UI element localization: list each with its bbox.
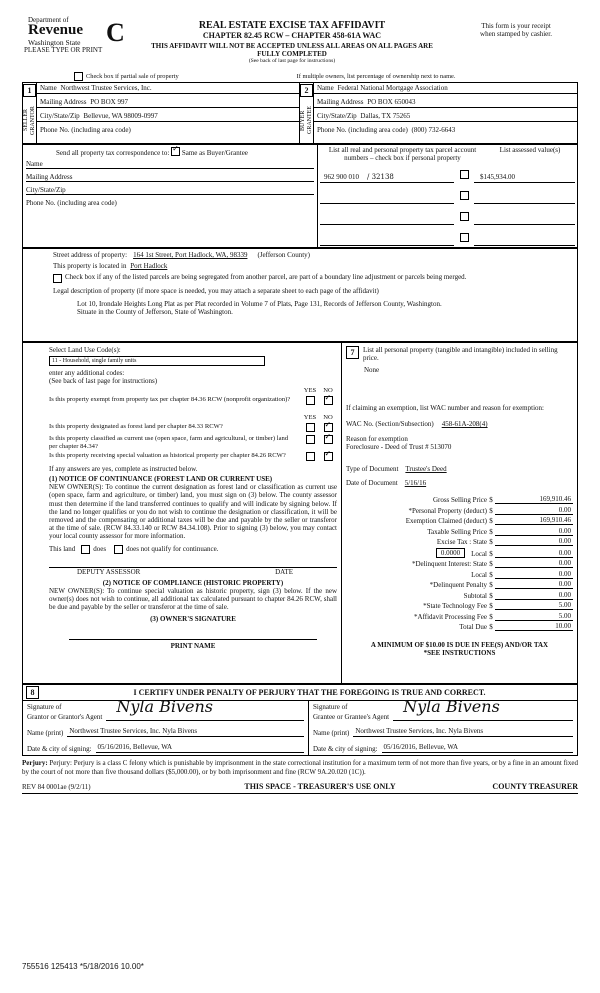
- buyer-city-row: [314, 111, 577, 122]
- corr-phone-value[interactable]: [117, 199, 121, 207]
- seller-city-row: [37, 111, 299, 122]
- buyer-phone-row: [314, 125, 577, 135]
- same-as-buyer-checkbox[interactable]: [171, 147, 180, 156]
- certification-table: [22, 684, 578, 756]
- owner-signature-title: (3) OWNER'S SIGNATURE: [150, 615, 236, 624]
- amount-label: Exemption Claimed (deduct): [405, 517, 487, 526]
- yesno-header-1: [49, 387, 337, 394]
- segregate-label: Check box if any of the listed parcels are being segregated from another parcel, are part of a boundary line adjustment or parcels being merged.: [65, 273, 467, 281]
- doc-type-row: [346, 465, 573, 473]
- amount-row: [346, 591, 573, 600]
- deputy-assessor-label: DEPUTY ASSESSOR: [77, 567, 141, 576]
- print-name-label: PRINT NAME: [170, 642, 216, 651]
- page-title: REAL ESTATE EXCISE TAX AFFIDAVIT: [198, 20, 386, 31]
- buyer-phone-value[interactable]: (800) 732-6643: [411, 126, 456, 134]
- landuse-question-text: Is this property exempt from property tax per chapter 84.36 RCW (nonprofit organization)?: [49, 396, 291, 403]
- parcel-row: [320, 228, 575, 246]
- yes-label-1: YES: [303, 387, 317, 394]
- property-table: [22, 248, 578, 342]
- grantor-name-value[interactable]: Northwest Trustee Services, Inc. Nyla Bivens: [69, 727, 198, 736]
- corr-name-row: [26, 160, 314, 169]
- amount-rows: [346, 495, 573, 631]
- question-no-checkbox[interactable]: [324, 452, 333, 461]
- yes-label-2: YES: [303, 414, 317, 421]
- question-yes-checkbox[interactable]: [306, 396, 315, 405]
- grantee-date-value[interactable]: 05/16/2016, Bellevue, WA: [383, 743, 459, 752]
- amount-label: *Delinquent Penalty: [429, 581, 487, 590]
- assessed-header: List assessed value(s): [499, 146, 561, 154]
- amount-row: [346, 612, 573, 621]
- amount-row: [346, 570, 573, 579]
- send-correspondence-label: Send all property tax correspondence to:: [56, 149, 170, 157]
- local-rate-field[interactable]: 0.0000: [436, 548, 465, 558]
- amount-value[interactable]: 169,910.46: [495, 495, 573, 504]
- doc-date-value[interactable]: 5/16/16: [404, 479, 427, 488]
- receipt-line2: when stamped by cashier.: [480, 30, 552, 38]
- amount-label: Excise Tax : State: [436, 538, 487, 547]
- doc-type-label: Type of Document: [346, 465, 399, 474]
- grantor-sig-label2: Grantor or Grantor's Agent: [27, 713, 103, 722]
- parcel-number[interactable]: [320, 194, 454, 204]
- question-yes-cell: [301, 435, 319, 445]
- doc-date-row: [346, 479, 573, 487]
- landuse-question-row: [49, 396, 337, 406]
- question-yes-cell: [301, 423, 319, 433]
- parcel-row: [320, 165, 575, 183]
- see-back-note: (See back of last page for instructions): [248, 58, 336, 64]
- does-label: does: [93, 545, 107, 554]
- assessed-value[interactable]: [474, 194, 575, 204]
- grantee-sig-label2: Grantee or Grantee's Agent: [313, 713, 390, 722]
- parcel-header-line1: List all real and personal property tax parcel account: [328, 146, 477, 154]
- seller-phone-label: Phone No. (including area code): [40, 126, 131, 134]
- dollar-sign: $: [489, 623, 493, 632]
- parcel-number[interactable]: 962 900 010 / 32138: [320, 173, 454, 183]
- amount-label: Local: [471, 549, 487, 558]
- department-label: Department of: [28, 16, 69, 24]
- buyer-name-value[interactable]: Federal National Mortgage Association: [337, 84, 448, 92]
- amount-row: [346, 495, 573, 504]
- reason-value[interactable]: Foreclosure - Deed of Trust # 513070: [346, 443, 452, 452]
- perjury-note: Perjury: Perjury: Perjury is a class C felony which is punishable by imprisonment in the state correctional institution for a maximum term of not more than five years, or by a fine in an amount fixed by the court of not more than five thousand dollars ($5,000.00), or by both imprisonment and fine (RCW 9A.20.020 (1C)).: [22, 759, 578, 776]
- amount-row: [346, 559, 573, 568]
- county-note: (Jefferson County): [257, 251, 311, 259]
- perjury-text: Perjury: Perjury is a class C felony which is punishable by imprisonment in the state correctional institution for a maximum term of not more than five years, or by a fine in an amount fixed by the court of not more than five thousand dollars ($5,000.00), or by both imprisonment and fine (RCW 9A.20.020 (1C)).: [22, 759, 578, 776]
- buyer-mail-value[interactable]: PO BOX 650043: [367, 98, 416, 106]
- seller-grantor-label: SELLER GRANTOR: [22, 106, 36, 135]
- grantor-signature[interactable]: Nyla Bivens: [116, 697, 214, 717]
- seller-name-row: [37, 83, 299, 94]
- multi-owner-note: If multiple owners, list percentage of ownership next to name.: [296, 73, 456, 80]
- parcel-row: [320, 186, 575, 204]
- question-block-1: [49, 396, 337, 406]
- amount-value[interactable]: 0.00: [495, 580, 573, 589]
- dollar-sign: $: [489, 570, 493, 579]
- footer-row: [22, 782, 578, 791]
- seller-name-label: Name: [40, 84, 57, 92]
- question-no-checkbox[interactable]: [324, 423, 333, 432]
- partial-sale-row: [22, 72, 578, 81]
- personal-property-value[interactable]: None: [364, 365, 380, 374]
- corr-city-row: [26, 186, 314, 195]
- dollar-sign: $: [489, 602, 493, 611]
- landuse-see-back: (See back of last page for instructions): [49, 377, 158, 385]
- street-address-row: [53, 251, 573, 259]
- continuance-title: (1) NOTICE OF CONTINUANCE (FOREST LAND OR CURRENT USE): [49, 475, 273, 484]
- seller-mail-value[interactable]: PO BOX 997: [90, 98, 128, 106]
- receipt-line1: This form is your receipt: [481, 22, 551, 30]
- assessed-value[interactable]: [474, 215, 575, 225]
- seller-name-value[interactable]: Northwest Trustee Services, Inc.: [60, 84, 152, 92]
- section-2-number: 2: [300, 84, 313, 97]
- amount-label: *Personal Property (deduct): [408, 506, 487, 515]
- parcel-personal-cell: [454, 207, 474, 225]
- amount-value[interactable]: 0.00: [495, 527, 573, 536]
- dollar-sign: $: [489, 496, 493, 505]
- grantor-date-label: Date & city of signing:: [27, 745, 92, 754]
- amount-label: *Affidavit Processing Fee: [414, 612, 487, 621]
- type-print-label: PLEASE TYPE OR PRINT: [24, 46, 103, 54]
- send-correspondence-row: [56, 147, 314, 157]
- buyer-name-row: [314, 83, 577, 94]
- amount-row: [346, 516, 573, 525]
- corr-mail-label: Mailing Address: [26, 173, 73, 181]
- revenue-logo-text: Revenue: [28, 22, 83, 38]
- does-not-qualify-checkbox[interactable]: [114, 545, 123, 554]
- buyer-name-label: Name: [317, 84, 334, 92]
- exemption-label: If claiming an exemption, list WAC number and reason for exemption:: [346, 403, 544, 412]
- if-any-yes-note: If any answers are yes, complete as instructed below.: [49, 465, 198, 474]
- treasurer-stamp: 755516 125413 *5/18/2016 10.00*: [22, 962, 144, 971]
- accept-note: THIS AFFIDAVIT WILL NOT BE ACCEPTED UNLESS ALL AREAS ON ALL PAGES ARE FULLY COMPLETED: [151, 42, 433, 58]
- this-land-label: This land: [49, 545, 76, 554]
- parties-table: [22, 82, 578, 144]
- amount-value[interactable]: 0.00: [495, 537, 573, 546]
- parcel-number[interactable]: [320, 236, 454, 246]
- grantor-sig-label1: Signature of: [27, 703, 62, 712]
- section-8-number: 8: [26, 686, 39, 699]
- rev-number: REV 84 0001ae (9/2/11): [22, 783, 91, 792]
- landuse-question-text: Is this property designated as forest land per chapter 84.33 RCW?: [49, 423, 223, 430]
- corr-city-label: City/State/Zip: [26, 186, 66, 194]
- form-header: [22, 14, 578, 72]
- doc-type-value[interactable]: Trustee's Deed: [405, 465, 447, 474]
- amount-label: Gross Selling Price: [432, 496, 487, 505]
- amount-row: [346, 527, 573, 536]
- question-no-cell: [319, 435, 337, 445]
- corr-mail-row: [26, 173, 314, 182]
- see-instructions-note: *SEE INSTRUCTIONS: [423, 649, 496, 658]
- amount-row: [346, 548, 573, 558]
- receipt-note: [456, 22, 576, 38]
- assessed-value[interactable]: $145,934.00: [474, 173, 575, 183]
- assessor-sig-row: [49, 568, 337, 576]
- additional-codes-label: enter any additional codes:: [49, 369, 125, 377]
- amount-value[interactable]: 10.00: [495, 622, 573, 631]
- buyer-grantee-label: BUYER GRANTEE: [299, 106, 313, 135]
- amount-value[interactable]: 5.00: [495, 612, 573, 621]
- amount-label: Total Due: [459, 623, 487, 632]
- landuse-question-row: [49, 452, 337, 462]
- continuance-body: NEW OWNER(S): To continue the current designation as forest land or classification as current use (open space, farm and agriculture, or timber) land, you must sign on (3) below. The county assessor must then determine if the land transferred continues to qualify and will indicate by signing below. If the land no longer qualifies or you do not wish to continue the designation or classification, it will be removed and the compensating or additional taxes will be due and payable by the seller or transferor at the time of sale. (RCW 84.33.140 or RCW 84.34.108). Prior to signing (3) below, you may contact your local county assessor for more information.: [49, 483, 337, 541]
- section-7-number: 7: [346, 346, 359, 359]
- county-treasurer-label: COUNTY TREASURER: [492, 782, 578, 792]
- corr-name-label: Name: [26, 160, 43, 168]
- amount-value[interactable]: 0.00: [495, 591, 573, 600]
- amount-label: *Delinquent Interest: State: [411, 560, 487, 569]
- amount-label: *State Technology Fee: [423, 602, 487, 611]
- parcel-row: [320, 207, 575, 225]
- does-qualify-checkbox[interactable]: [81, 545, 90, 554]
- landuse-question-row: [49, 435, 337, 450]
- parcel-personal-cell: [454, 186, 474, 204]
- dollar-sign: $: [489, 527, 493, 536]
- seller-city-label: City/State/Zip: [40, 112, 80, 120]
- buyer-mail-row: [314, 97, 577, 108]
- legal-desc-line2: Situate in the County of Jefferson, State of Washington.: [77, 308, 233, 316]
- reason-label: Reason for exemption: [346, 435, 408, 444]
- question-no-cell: [319, 396, 337, 406]
- personal-property-checkbox[interactable]: [460, 191, 469, 200]
- question-yes-checkbox[interactable]: [306, 452, 315, 461]
- located-in-row: [53, 262, 573, 270]
- correspondence-table: [22, 144, 578, 248]
- dollar-sign: $: [489, 538, 493, 547]
- chapter-line: CHAPTER 82.45 RCW – CHAPTER 458-61A WAC: [202, 31, 382, 40]
- dollar-sign: $: [489, 612, 493, 621]
- landuse-question-text: Is this property classified as current use (open space, farm and agricultural, or timber) land per chapter 84.34?: [49, 435, 289, 450]
- seller-city-value[interactable]: Bellevue, WA 98009-0997: [83, 112, 158, 120]
- treasurer-space-label: THIS SPACE - TREASURER'S USE ONLY: [244, 782, 396, 792]
- located-in-value[interactable]: Port Hadlock: [130, 262, 168, 270]
- segregate-row: [53, 273, 573, 283]
- legal-desc-label: Legal description of property (if more space is needed, you may attach a separate sheet to each page of the affidavit): [53, 287, 379, 295]
- amount-row: [346, 580, 573, 589]
- parcel-header: [320, 146, 485, 162]
- amount-value[interactable]: 0.00: [495, 549, 573, 558]
- segregate-checkbox[interactable]: [53, 274, 62, 283]
- seller-phone-value[interactable]: [131, 126, 135, 134]
- does-not-label: does not qualify for continuance.: [126, 545, 219, 554]
- form-title-block: [142, 20, 442, 64]
- revenue-logo-icon: C: [106, 18, 125, 47]
- seller-phone-row: [37, 125, 299, 135]
- corr-city-value[interactable]: [66, 186, 70, 194]
- dollar-sign: $: [489, 581, 493, 590]
- landuse-question-row: [49, 423, 337, 433]
- corr-name-value[interactable]: [43, 160, 47, 168]
- buyer-phone-label: Phone No. (including area code): [317, 126, 408, 134]
- assessed-value[interactable]: [474, 236, 575, 246]
- buyer-city-value[interactable]: Dallas, TX 75265: [360, 112, 411, 120]
- dollar-sign: $: [489, 549, 493, 558]
- amount-value[interactable]: 0.00: [495, 506, 573, 515]
- corr-phone-label: Phone No. (including area code): [26, 199, 117, 207]
- washington-state-label: Washington State: [28, 38, 81, 47]
- wac-value[interactable]: 458-61A-208(4): [441, 420, 488, 429]
- dollar-sign: $: [489, 560, 493, 569]
- assessor-date-label: DATE: [275, 567, 293, 576]
- located-in-label: This property is located in: [53, 262, 127, 270]
- amount-value[interactable]: 0.00: [495, 559, 573, 568]
- parcel-personal-cell: [454, 228, 474, 246]
- no-label-1: NO: [323, 387, 333, 394]
- legal-desc-line1: Lot 10, Irondale Heights Long Plat as per Plat recorded in Volume 7 of Plats, Page 131, Records of Jefferson County, Washington.: [77, 300, 442, 308]
- certify-title: I CERTIFY UNDER PENALTY OF PERJURY THAT THE FOREGOING IS TRUE AND CORRECT.: [133, 688, 486, 698]
- compliance-title: (2) NOTICE OF COMPLIANCE (HISTORIC PROPERTY): [102, 578, 284, 587]
- amount-label: Taxable Selling Price: [427, 527, 487, 536]
- amount-row: [346, 622, 573, 631]
- personal-property-label: List all personal property (tangible and intangible) included in selling price.: [363, 346, 558, 363]
- wac-label: WAC No. (Section/Subsection): [346, 420, 434, 429]
- grantee-date-label: Date & city of signing:: [313, 745, 378, 754]
- buyer-mail-label: Mailing Address: [317, 98, 364, 106]
- dollar-sign: $: [489, 517, 493, 526]
- corr-mail-value[interactable]: [72, 173, 76, 181]
- partial-sale-checkbox[interactable]: [74, 72, 83, 81]
- amount-row: [346, 506, 573, 515]
- amount-value[interactable]: 0.00: [495, 570, 573, 579]
- question-yes-checkbox[interactable]: [306, 435, 315, 444]
- partial-sale-label: Check box if partial sale of property: [86, 73, 179, 80]
- amount-label: Subtotal: [463, 591, 487, 600]
- corr-phone-row: [26, 199, 314, 207]
- street-address-value[interactable]: 164 1st Street, Port Hadlock, WA, 98339: [133, 251, 248, 259]
- grantor-date-value[interactable]: 05/16/2016, Bellevue, WA: [97, 743, 173, 752]
- personal-property-block: [346, 346, 573, 363]
- compliance-body: NEW OWNER(S): To continue special valuation as historic property, sign (3) below. If the new owner(s) does not wish to continue, all additional tax calculated pursuant to chapter 84.26 RCW, shall be due and payable by the seller or transferor at the time of sale.: [49, 586, 337, 612]
- amount-row: [346, 601, 573, 610]
- minimum-due-note: A MINIMUM OF $10.00 IS DUE IN FEE(S) AND/OR TAX: [370, 641, 549, 650]
- dollar-sign: $: [489, 591, 493, 600]
- amount-value[interactable]: 5.00: [495, 601, 573, 610]
- grantee-signature[interactable]: Nyla Bivens: [403, 697, 500, 717]
- question-yes-cell: [301, 396, 319, 406]
- personal-property-checkbox[interactable]: [460, 212, 469, 221]
- seller-mail-label: Mailing Address: [40, 98, 87, 106]
- grantor-name-label: Name (print): [27, 729, 64, 738]
- parcel-personal-cell: [454, 165, 474, 183]
- question-yes-cell: [301, 452, 319, 462]
- street-address-label: Street address of property:: [53, 251, 128, 259]
- amount-row: [346, 537, 573, 546]
- grantee-name-value[interactable]: Northwest Trustee Services, Inc. Nyla Bivens: [355, 727, 484, 736]
- question-no-cell: [319, 452, 337, 462]
- question-block-2: [49, 423, 337, 462]
- landuse-exemption-table: [22, 342, 578, 684]
- landuse-question-text: Is this property receiving special valuation as historical property per chapter 84.26 RCW?: [49, 452, 286, 460]
- amount-value[interactable]: 169,910.46: [495, 516, 573, 525]
- parcel-number[interactable]: [320, 215, 454, 225]
- parcel-number-handwritten: / 32138: [367, 173, 394, 181]
- landuse-select[interactable]: 11 - Household, single family units: [49, 356, 265, 366]
- same-as-buyer-label: Same as Buyer/Grantee: [181, 149, 248, 157]
- grantee-sig-label1: Signature of: [313, 703, 348, 712]
- parcel-header-line2: numbers – check box if personal property: [344, 154, 461, 162]
- seller-mail-row: [37, 97, 299, 108]
- buyer-city-label: City/State/Zip: [317, 112, 357, 120]
- personal-property-checkbox[interactable]: [460, 233, 469, 242]
- question-yes-checkbox[interactable]: [306, 423, 315, 432]
- question-no-checkbox[interactable]: [324, 435, 333, 444]
- no-label-2: NO: [323, 414, 333, 421]
- dollar-sign: $: [489, 506, 493, 515]
- wac-row: [346, 420, 573, 428]
- yesno-header-2: [49, 414, 337, 421]
- question-no-checkbox[interactable]: [324, 396, 333, 405]
- doc-date-label: Date of Document: [346, 479, 398, 488]
- grantee-name-label: Name (print): [313, 729, 350, 738]
- section-1-number: 1: [23, 84, 36, 97]
- this-land-row: [49, 545, 337, 554]
- amount-label: Local: [471, 570, 487, 579]
- affidavit-form: [22, 14, 578, 944]
- parcel-rows: [320, 165, 575, 246]
- landuse-select-label: Select Land Use Code(s):: [49, 346, 121, 354]
- personal-property-checkbox[interactable]: [460, 170, 469, 179]
